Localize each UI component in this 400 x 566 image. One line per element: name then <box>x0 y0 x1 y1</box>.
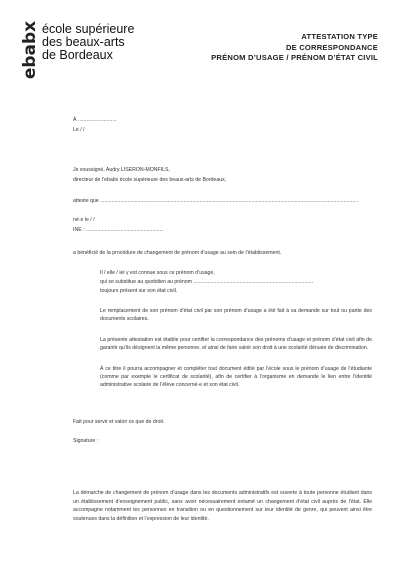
usage-line: qui se substitue au quotidien au prénom ................................................................................... <box>100 279 314 285</box>
title-line: ATTESTATION TYPE <box>301 32 378 41</box>
certify-paragraph: La présente attestation est établie pour certifier la correspondance des prénoms d’usage et prénom d’état civil afin de garantir qu’ils désignent la même personne, et ainsi de faire valoir son droit à une scolarité dénuée de discrimination. <box>100 337 372 351</box>
usage-line: toujours présent sur son état civil. <box>100 288 178 294</box>
signer-line: directeur de l’ebabx école supérieure des beaux-arts de Bordeaux, <box>73 177 227 183</box>
document-title <box>211 32 378 64</box>
closing-line: Fait pour servir et valoir ce que de droit. <box>73 419 165 425</box>
usage-line: Il / elle / iel y est connue sous ce prénom d’usage, <box>100 270 215 276</box>
ebabx-logo <box>19 22 39 78</box>
school-line: des beaux-arts <box>42 35 125 49</box>
benefit-line: a bénéficié de la procédure de changement de prénom d’usage au sein de l’établissement. <box>73 250 282 256</box>
birth-date-field: né·e le / / <box>73 217 95 223</box>
school-name <box>42 23 134 62</box>
date-field: Le / / <box>73 127 85 133</box>
accompany-paragraph: À ce titre il pourra accompagner et compléter tout document édité par l’école sous le prénom d’usage de l’étudiante (comme par exemple le certificat de scolarité), afin de certifier à l’organisme en demande le lien entre l’identité administrative scolaire de l’élève concerné·e et son état civil. <box>100 366 372 388</box>
school-line: de Bordeaux <box>42 48 113 62</box>
attests-line: atteste que ................................................................................................................................................................................... <box>73 198 359 204</box>
footer-note: La démarche de changement de prénom d’usage dans les documents administratifs est ouverte à toute personne étudiant dans un établissement d’enseignement public, sans avoir nécessairement entamé un changement d’état civil auprès de l’état. Elle accompagne notamment les personnes en transition ou en questionnement sur leur identité de genre, qui peuvent ainsi être soutenues dans la définition et l’expression de leur identité. <box>73 490 372 522</box>
title-line: PRÉNOM D’USAGE / PRÉNOM D’ÉTAT CIVIL <box>211 53 378 62</box>
school-line: école supérieure <box>42 22 135 36</box>
title-line: DE CORRESPONDANCE <box>285 42 378 52</box>
signature-label: Signature : <box>73 438 99 444</box>
place-field: À ........................... <box>73 117 117 123</box>
signer-line: Je soussigné, Audry LISERON-MONFILS, <box>73 167 170 173</box>
replacement-paragraph: Le remplacement de son prénom d’état civil par son prénom d’usage a été fait à sa demande sur tout ou partie des documents scolaires. <box>100 308 372 322</box>
ine-field: INE : ...................................................... <box>73 227 164 233</box>
logo-mark: ebabx <box>20 20 41 80</box>
